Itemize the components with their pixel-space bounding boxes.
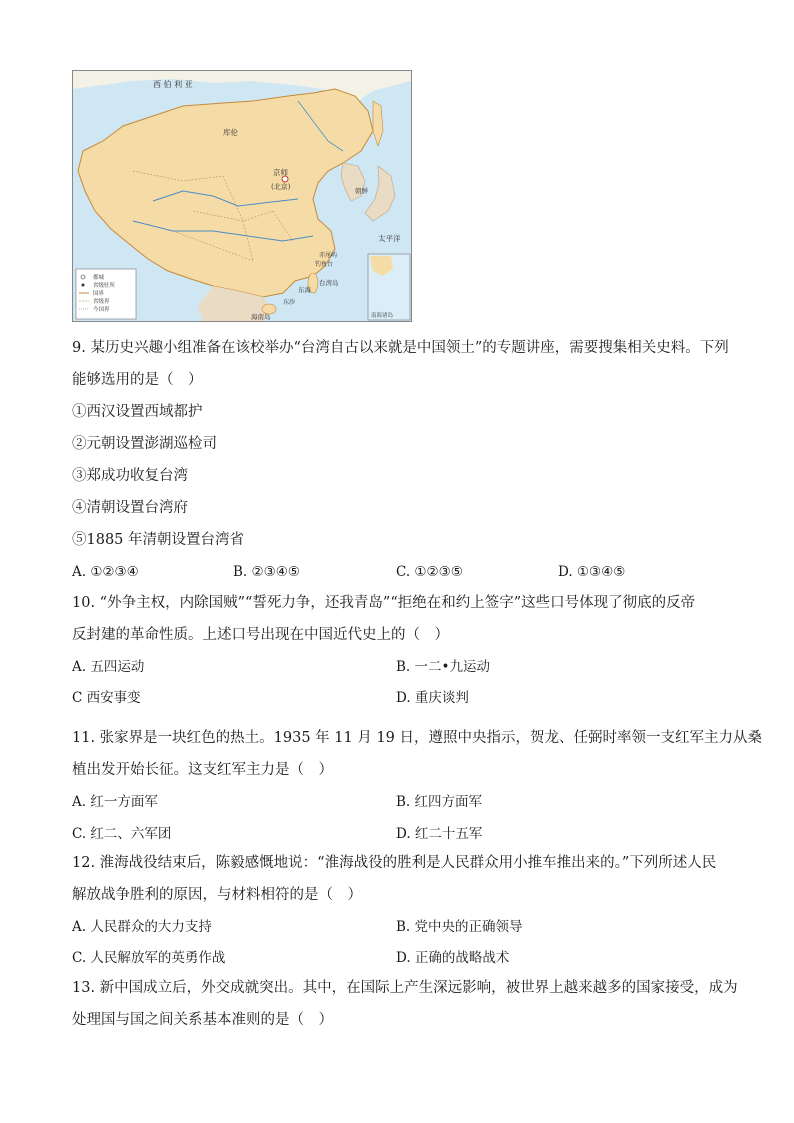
legend-modern-border: 今国界 [93,307,110,313]
q12-stem-line2: 解放战争胜利的原因，与材料相符的是（ ） [72,887,362,903]
qing-territory-map [72,70,412,322]
map-label-korea: 朝鲜 [355,187,368,195]
map-label-siberia: 西 伯 利 亚 [153,80,193,89]
q9-item-4: ④清朝设置台湾府 [72,500,188,516]
q9-option-b: B. ②③④⑤ [233,564,300,580]
q12-option-c: C. 人民解放军的英勇作战 [72,950,226,966]
q11-stem-line1: 11. 张家界是一块红色的热土。1935 年 11 月 19 日，遵照中央指示，贺龙、任弼时率领一支红军主力从桑 [72,730,763,746]
q12-option-b: B. 党中央的正确领导 [396,919,523,935]
q10-stem-line1: 10. “外争主权，内除国贼”“誓死力争，还我青岛”“拒绝在和约上签字”这些口号体现了彻底的反帝 [72,595,696,611]
q9-item-1: ①西汉设置西域都护 [72,404,203,420]
q11-option-c: C. 红二、六军团 [72,826,172,842]
map-label-hainan: 海南岛 [251,313,271,321]
map-label-pacific: 太平洋 [378,234,401,243]
q10-option-a: A. 五四运动 [72,659,145,675]
q9-option-a: A. ①②③④ [72,564,139,580]
sakhalin [373,101,383,146]
q9-item-5: ⑤1885 年清朝设置台湾省 [72,532,245,548]
q9-item-2: ②元朝设置澎湖巡检司 [72,436,217,452]
q10-option-b: B. 一二•九运动 [396,659,490,675]
south-china-sea-inset [368,254,410,320]
map-label-diaoyu: 钓鱼台 [315,261,334,268]
map-label-kulun: 库伦 [223,128,238,137]
map-label-jingshi: 京师 [273,168,288,177]
map-label-beijing: (北京) [271,183,291,191]
q12-option-d: D. 正确的战略战术 [396,950,510,966]
q10-option-d: D. 重庆谈判 [396,690,469,706]
q10-option-c: C 西安事变 [72,690,141,706]
russia-land [73,71,411,101]
legend-border: 国界 [93,291,105,297]
q9-option-c: C. ①②③⑤ [396,564,463,580]
legend-seat: 省级驻所 [93,283,116,289]
map-label-dongsha: 东沙 [283,299,296,306]
q10-stem-line2: 反封建的革命性质。上述口号出现在中国近代史上的（ ） [72,627,449,643]
inset-label: 南海诸岛 [371,313,394,319]
q11-stem-line2: 植出发开始长征。这支红军主力是（ ） [72,762,333,778]
legend-province: 省级界 [93,299,110,305]
q11-option-a: A. 红一方面军 [72,794,158,810]
map-graphic [73,71,411,321]
q9-stem-line1: 9. 某历史兴趣小组准备在该校举办“台湾自古以来就是中国领土”的专题讲座，需要搜集相关史料。下列 [72,340,729,356]
japan-land [365,166,395,221]
q13-stem-line2: 处理国与国之间关系基本准则的是（ ） [72,1012,333,1028]
q9-option-d: D. ①③④⑤ [558,564,626,580]
map-label-chiwei: 赤尾屿 [319,252,338,259]
legend-capital: 都城 [93,275,105,281]
q12-stem-line1: 12. 淮海战役结束后，陈毅感慨地说：“淮海战役的胜利是人民群众用小推车推出来的。”下列所述人民 [72,855,717,871]
q13-stem-line1: 13. 新中国成立后，外交成就突出。其中，在国际上产生深远影响，被世界上越来越多的国家接受，成为 [72,980,738,996]
q9-stem-line2: 能够选用的是（ ） [72,372,203,388]
map-label-taiwan: 台湾岛 [319,279,339,287]
legend-seat-symbol [82,284,85,287]
map-label-east-sea: 东海 [298,286,311,294]
q11-option-b: B. 红四方面军 [396,794,483,810]
q12-option-a: A. 人民群众的大力支持 [72,919,212,935]
q11-option-d: D. 红二十五军 [396,826,483,842]
korea-land [341,163,365,201]
map-legend [76,269,136,319]
q9-item-3: ③郑成功收复台湾 [72,468,188,484]
